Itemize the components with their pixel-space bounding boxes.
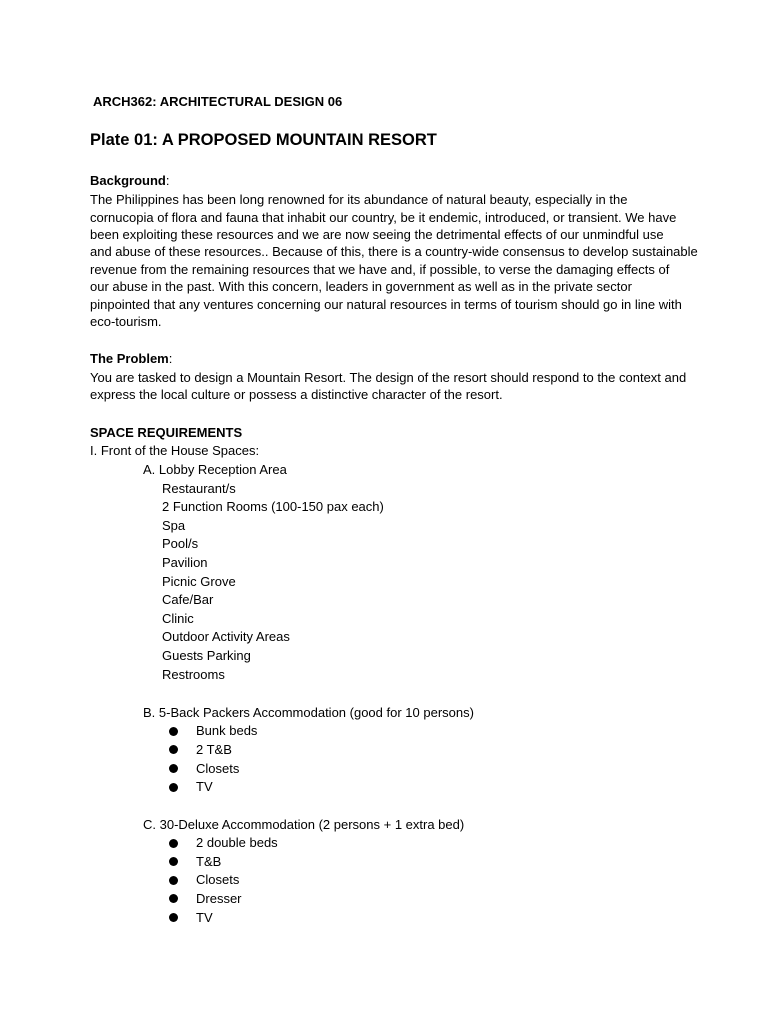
bullet-icon — [169, 894, 178, 903]
bullet-item: 2 T&B — [196, 742, 232, 757]
plate-title: Plate 01: A PROPOSED MOUNTAIN RESORT — [90, 131, 437, 149]
background-line: eco-tourism. — [90, 314, 162, 329]
bullet-icon — [169, 764, 178, 773]
bullet-item: Bunk beds — [196, 723, 258, 738]
list-item: Restaurant/s — [162, 481, 236, 496]
bullet-item: Closets — [196, 761, 240, 776]
bullet-icon — [169, 745, 178, 754]
bullet-item: T&B — [196, 854, 222, 869]
list-item: Guests Parking — [162, 648, 251, 663]
bullet-icon — [169, 876, 178, 885]
bullet-icon — [169, 839, 178, 848]
bullet-item: Closets — [196, 872, 240, 887]
list-item: Spa — [162, 518, 186, 533]
list-item: Outdoor Activity Areas — [162, 629, 290, 644]
background-line: cornucopia of flora and fauna that inhabit our country, be it endemic, introduced, or transient. We have — [90, 210, 677, 225]
bullet-icon — [169, 857, 178, 866]
background-line: and abuse of these resources.. Because of this, there is a country-wide consensus to develop sustainable — [90, 244, 698, 259]
background-heading: Background — [90, 173, 166, 188]
list-item: Cafe/Bar — [162, 592, 214, 607]
section-front-of-house: I. Front of the House Spaces: — [90, 443, 260, 458]
subsection-b-label: B. 5-Back Packers Accommodation (good for 10 persons) — [143, 705, 474, 720]
bullet-icon — [169, 913, 178, 922]
bullet-item: TV — [196, 910, 213, 925]
background-line: revenue from the remaining resources that we have and, if possible, to verse the damaging effects of — [90, 262, 670, 277]
problem-heading: The Problem — [90, 351, 169, 366]
bullet-item: TV — [196, 779, 213, 794]
problem-heading-line: The Problem: — [90, 351, 173, 366]
background-line: pinpointed that any ventures concerning our natural resources in terms of tourism should go in line with — [90, 297, 682, 312]
subsection-c-label: C. 30-Deluxe Accommodation (2 persons + 1 extra bed) — [143, 817, 465, 832]
background-line: The Philippines has been long renowned for its abundance of natural beauty, especially in the — [90, 192, 628, 207]
bullet-icon — [169, 783, 178, 792]
background-heading-line: Background: — [90, 173, 170, 188]
course-title: ARCH362: ARCHITECTURAL DESIGN 06 — [93, 94, 343, 109]
space-requirements-heading: SPACE REQUIREMENTS — [90, 425, 243, 440]
background-line: been exploiting these resources and we are now seeing the detrimental effects of our unmindful use — [90, 227, 664, 242]
bullet-icon — [169, 727, 178, 736]
list-item: Restrooms — [162, 667, 225, 682]
list-item: Clinic — [162, 611, 194, 626]
bullet-item: 2 double beds — [196, 835, 278, 850]
list-item: Pavilion — [162, 555, 208, 570]
problem-line: express the local culture or possess a distinctive character of the resort. — [90, 387, 503, 402]
list-item: 2 Function Rooms (100-150 pax each) — [162, 499, 384, 514]
problem-line: You are tasked to design a Mountain Resort. The design of the resort should respond to the context and — [90, 370, 687, 385]
subsection-a-label: A. Lobby Reception Area — [143, 462, 287, 477]
list-item: Picnic Grove — [162, 574, 236, 589]
bullet-item: Dresser — [196, 891, 242, 906]
background-line: our abuse in the past. With this concern, leaders in government as well as in the private sector — [90, 279, 632, 294]
list-item: Pool/s — [162, 536, 199, 551]
